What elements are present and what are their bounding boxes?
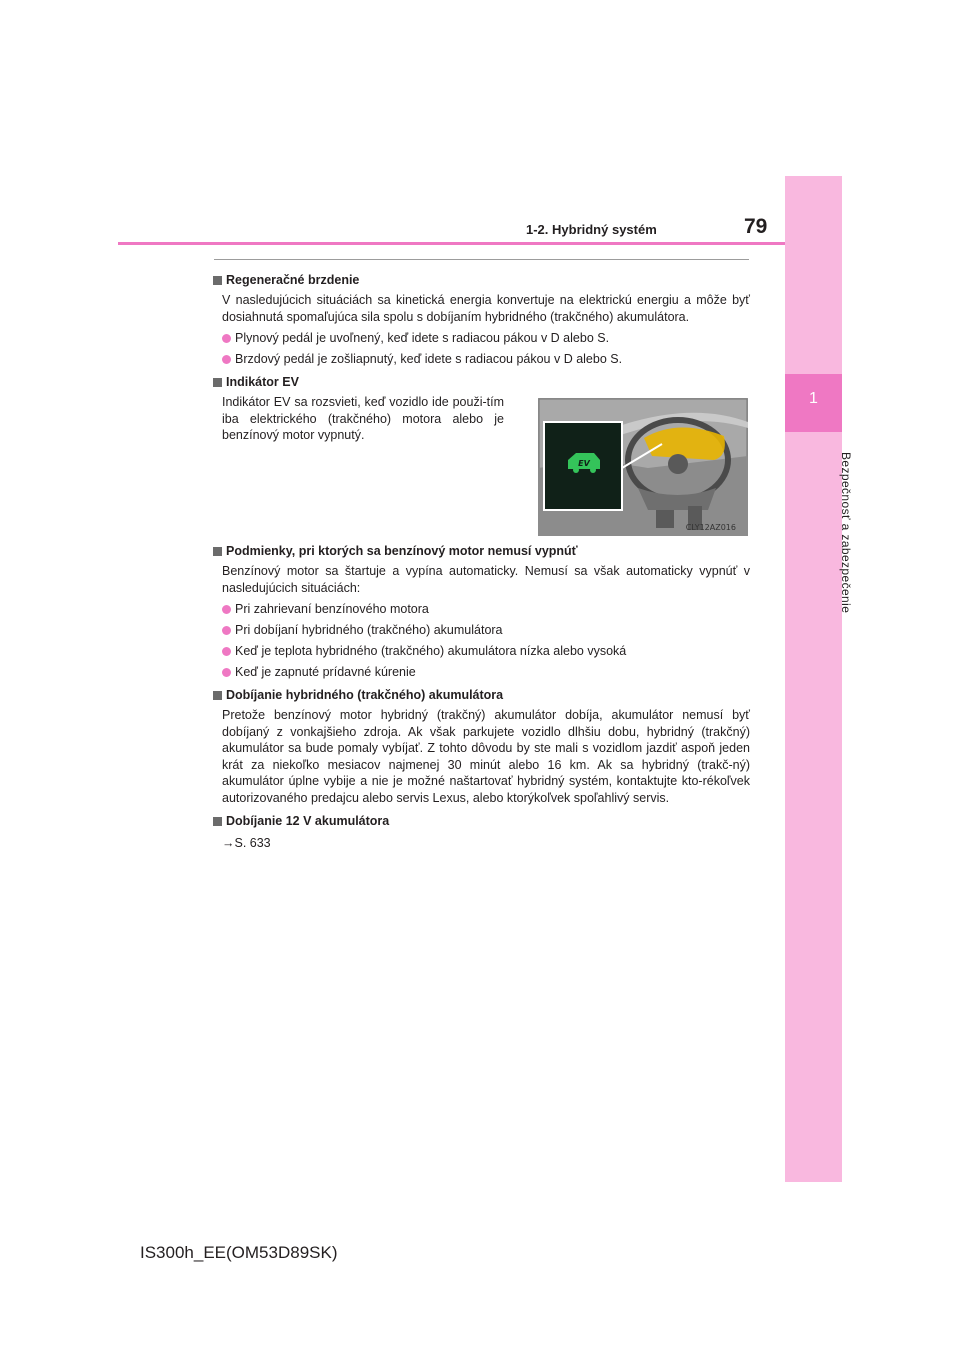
list-item: Plynový pedál je uvoľnený, keď idete s radiacou pákou v D alebo S.: [222, 330, 750, 346]
list-item: Keď je zapnuté prídavné kúrenie: [222, 664, 750, 680]
bullet-dot-icon: [222, 626, 231, 635]
page-number: 79: [744, 215, 768, 238]
bullet-dot-icon: [222, 334, 231, 343]
arrow-right-icon: →: [222, 836, 235, 850]
section-text: Benzínový motor sa štartuje a vypína automaticky. Nemusí sa však automaticky vypnúť v nasledujúcich situáciách:: [222, 564, 750, 595]
bullet-dot-icon: [222, 605, 231, 614]
ev-indicator-illustration: [538, 398, 748, 536]
square-bullet-icon: [213, 691, 222, 700]
section-heading: Podmienky, pri ktorých sa benzínový motor nemusí vypnúť: [213, 541, 750, 561]
divider: [214, 259, 749, 260]
chapter-title: Bezpečnosť a zabezpečenie: [839, 452, 853, 614]
section-heading: Regeneračné brzdenie: [213, 270, 750, 290]
square-bullet-icon: [213, 378, 222, 387]
page-reference-link[interactable]: → S. 633: [222, 836, 271, 850]
model-code: IS300h_EE(OM53D89SK): [140, 1243, 338, 1262]
chapter-side-band: [785, 176, 842, 1182]
chapter-number: 1: [809, 390, 818, 407]
ev-indicator-block: [213, 394, 750, 536]
list-item: Pri zahrievaní benzínového motora: [222, 601, 750, 617]
section-text: Indikátor EV sa rozsvieti, keď vozidlo ide použi-tím iba elektrického (trakčného) motora alebo je benzínový motor vypnutý.: [222, 395, 504, 442]
section-title: 1-2. Hybridný systém: [526, 222, 657, 237]
page-content: [213, 270, 750, 852]
figure-code: CLY12AZ016: [685, 523, 736, 532]
section-heading: Dobíjanie 12 V akumulátora: [213, 811, 750, 831]
ev-label: EV: [578, 459, 590, 468]
list-item: Pri dobíjaní hybridného (trakčného) akumulátora: [222, 622, 750, 638]
section-text: Pretože benzínový motor hybridný (trakčný) akumulátor dobíja, akumulátor nemusí byť dobíjaný z vonkajšieho zdroja. Ak však parkujete vozidlo dlhšiu dobu, hybridný (trakčný) akumulátor sa bude pomaly vybíjať. Z tohto dôvodu by ste mali s vozidlom jazdiť aspoň jeden krát za niekoľko mesiacov najmenej 30 minút alebo 16 km. Ak sa hybridný (trakč-ný) akumulátor úplne vybije a nie je možné naštartovať hybridný systém, kontaktujte kto-rékoľvek autorizovaného predajcu alebo servis Lexus, alebo ktorýkoľvek spoľahlivý servis.: [222, 708, 750, 805]
bullet-dot-icon: [222, 668, 231, 677]
section-heading: Indikátor EV: [213, 372, 750, 392]
list-item: Brzdový pedál je zošliapnutý, keď idete s radiacou pákou v D alebo S.: [222, 351, 750, 367]
dashboard-illustration: [538, 398, 748, 536]
section-heading: Dobíjanie hybridného (trakčného) akumulátora: [213, 685, 750, 705]
section-text: V nasledujúcich situáciách sa kinetická energia konvertuje na elektrickú energiu a môže byť dosiahnutá spomaľujúca sila spolu s dobíjaním hybridného (trakčného) akumulátora.: [222, 293, 750, 324]
bullet-dot-icon: [222, 647, 231, 656]
bullet-dot-icon: [222, 355, 231, 364]
square-bullet-icon: [213, 276, 222, 285]
square-bullet-icon: [213, 547, 222, 556]
header-rule: [118, 242, 785, 245]
list-item: Keď je teplota hybridného (trakčného) akumulátora nízka alebo vysoká: [222, 643, 750, 659]
square-bullet-icon: [213, 817, 222, 826]
